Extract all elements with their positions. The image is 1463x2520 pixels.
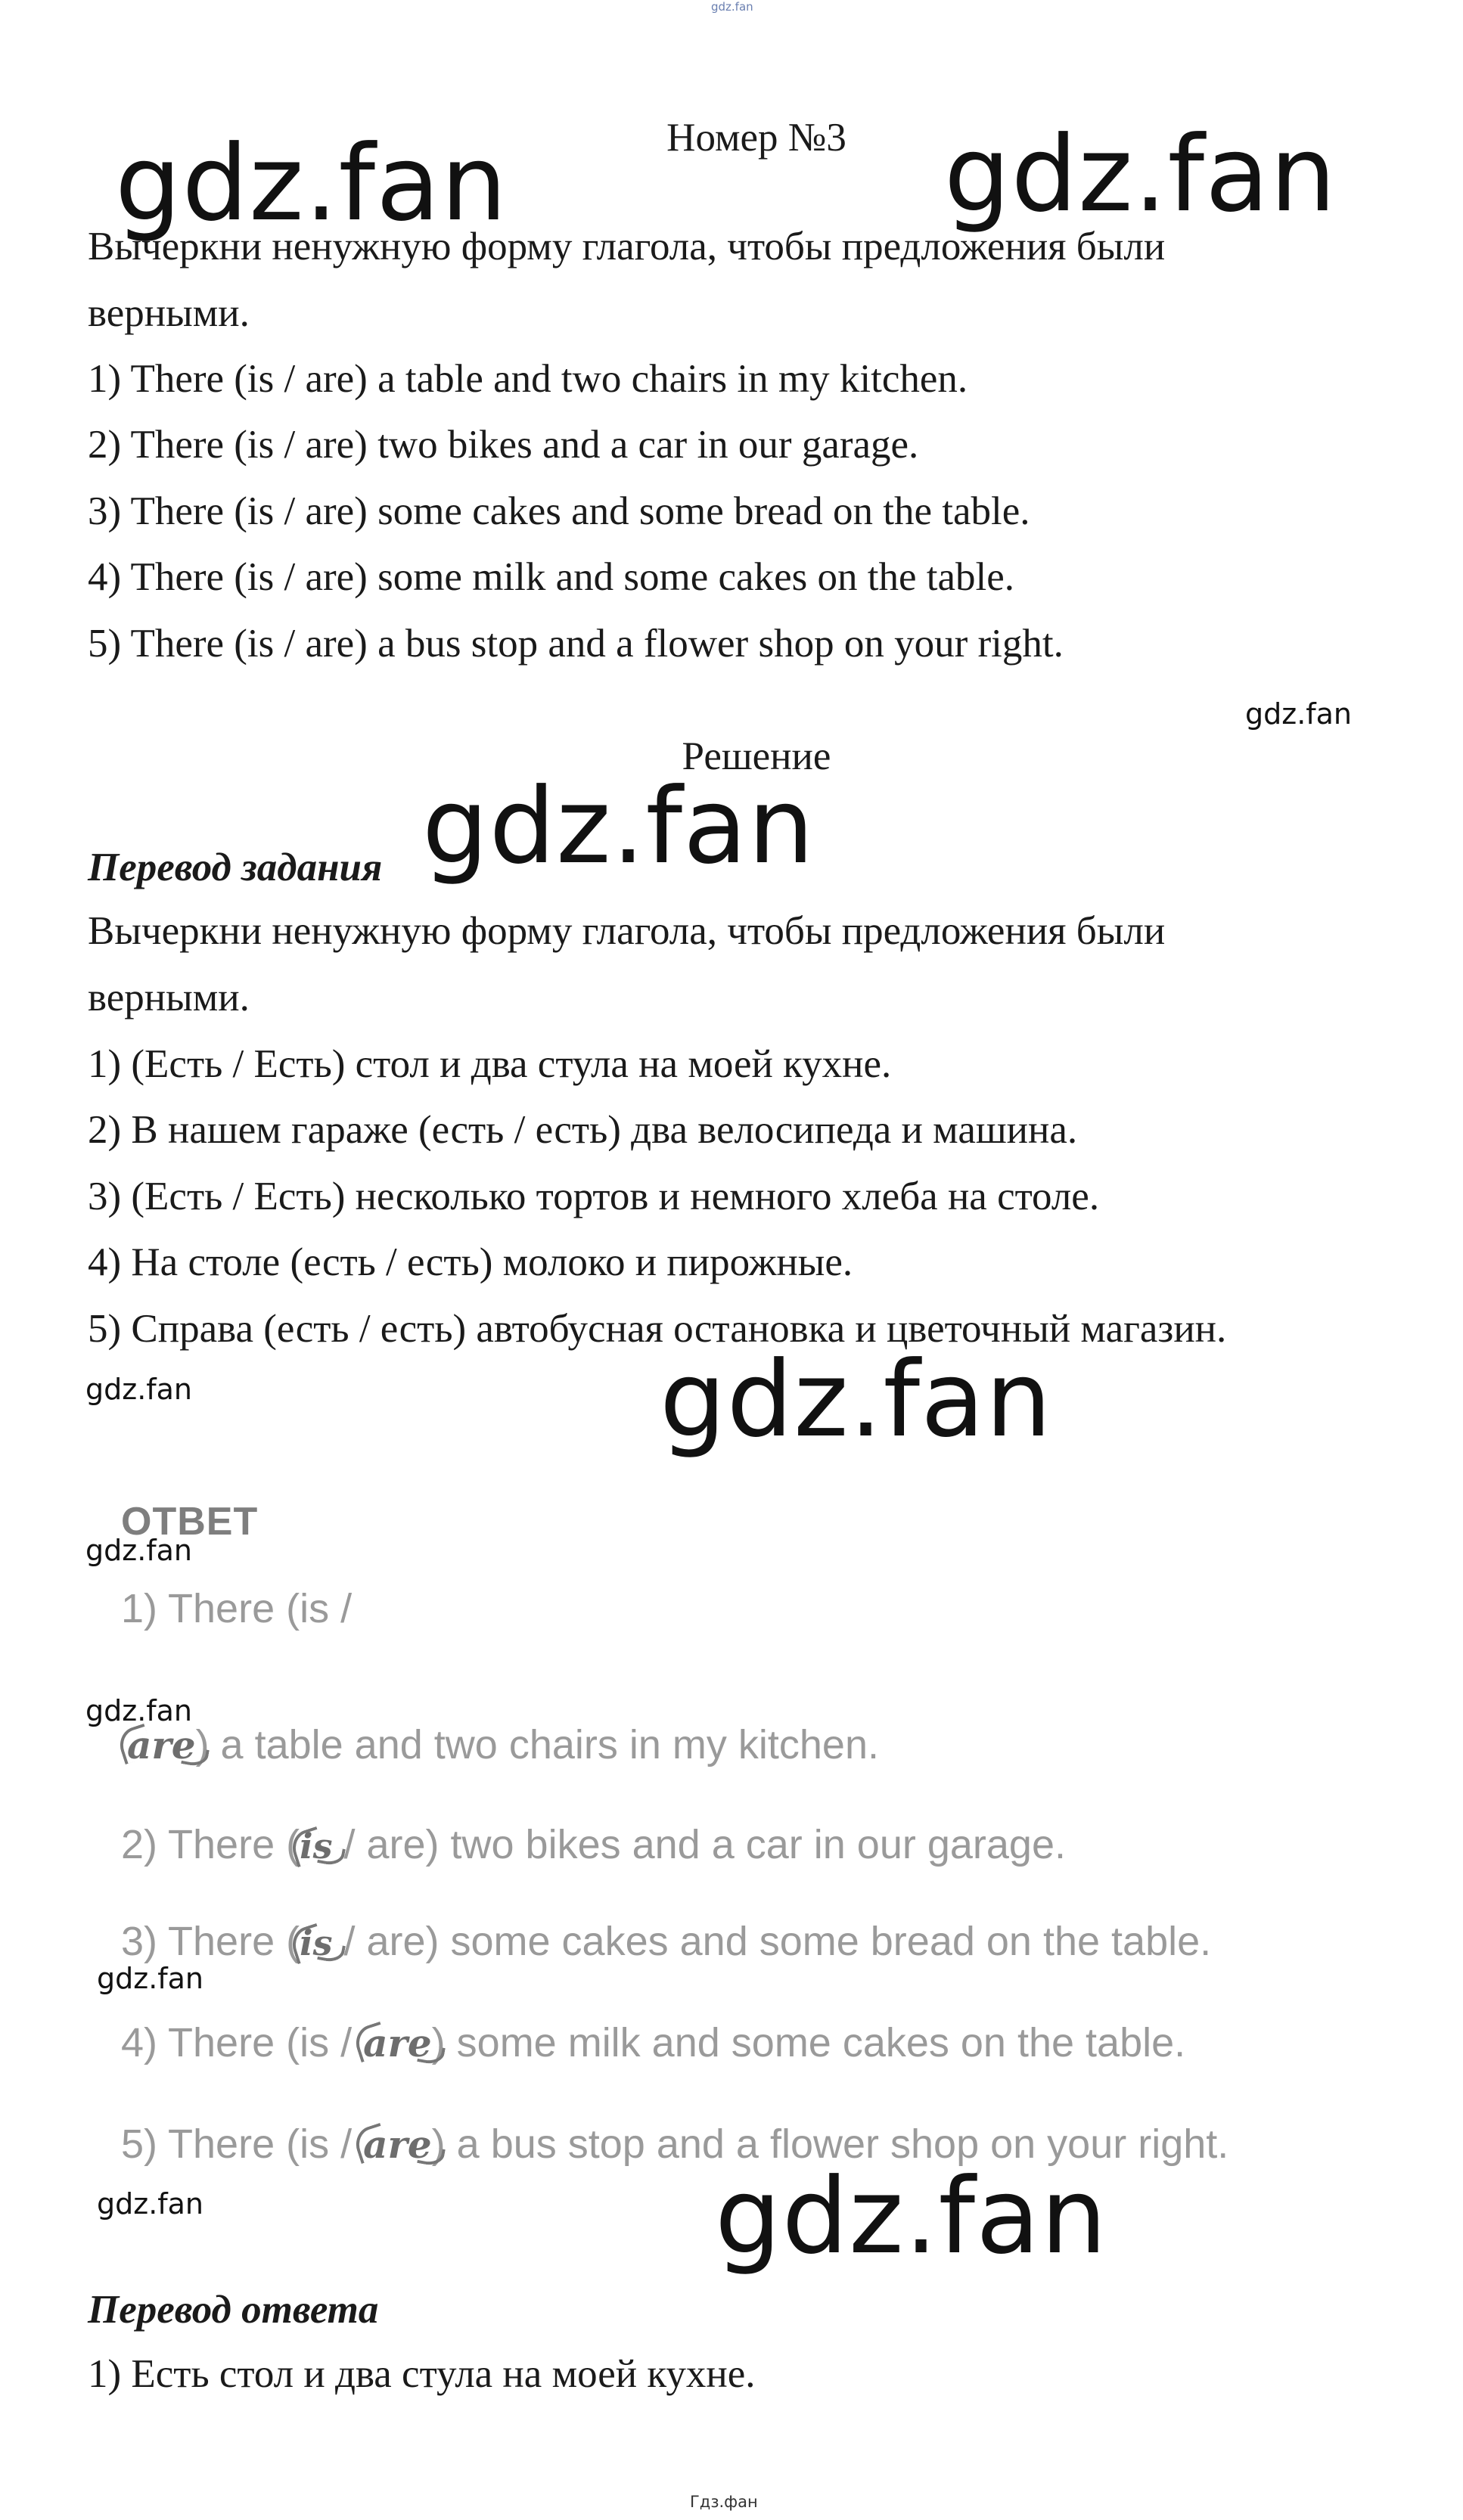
- handwritten-choice: is: [300, 1826, 332, 1867]
- answer-line: 3) There ( is / are) some cakes and some bread on the table.: [121, 1919, 1212, 1964]
- handwritten-choice: are: [127, 1723, 196, 1767]
- answer-line: 2) There ( is / are) two bikes and a car in our garage.: [121, 1822, 1066, 1867]
- answer-line: are ) a table and two chairs in my kitchen.: [127, 1721, 879, 1768]
- task-item: 5) There (is / are) a bus stop and a flower shop on your right.: [88, 622, 1064, 666]
- watermark-large: gdz.fan: [944, 113, 1337, 235]
- task-instruction: Вычеркни ненужную форму глагола, чтобы предложения были: [88, 225, 1166, 268]
- task-item: 2) There (is / are) two bikes and a car in our garage.: [88, 423, 919, 467]
- handwritten-choice: are: [363, 2122, 432, 2167]
- answer-translation-heading: Перевод ответа: [88, 2288, 379, 2332]
- translation-item: 3) (Есть / Есть) несколько тортов и немного хлеба на столе.: [88, 1175, 1100, 1218]
- handwritten-choice: are: [363, 2021, 432, 2065]
- task-instruction: верными.: [88, 291, 250, 335]
- watermark-large: gdz.fan: [715, 2155, 1108, 2277]
- answer-line: 4) There (is / are ) some milk and some cakes on the table.: [121, 2020, 1186, 2065]
- watermark-top: gdz.fan: [711, 0, 753, 14]
- watermark-large: gdz.fan: [422, 765, 815, 887]
- translation-item: 1) (Есть / Есть) стол и два стула на моей кухне.: [88, 1042, 892, 1086]
- translation-item: 5) Справа (есть / есть) автобусная остановка и цветочный магазин.: [88, 1307, 1227, 1351]
- handwritten-choice: is: [300, 1923, 332, 1963]
- answer-line: 5) There (is / are ) a bus stop and a flower shop on your right.: [121, 2121, 1229, 2167]
- watermark-small: gdz.fan: [85, 1373, 193, 1406]
- translation-instruction: Вычеркни ненужную форму глагола, чтобы предложения были: [88, 909, 1166, 953]
- task-item: 3) There (is / are) some cakes and some bread on the table.: [88, 489, 1030, 533]
- answer-title: ОТВЕТ: [121, 1500, 259, 1544]
- watermark-small: gdz.fan: [1245, 697, 1353, 731]
- answer-translation-item: 1) Есть стол и два стула на моей кухне.: [88, 2352, 756, 2396]
- watermark-small: gdz.fan: [85, 1534, 193, 1567]
- watermark-large: gdz.fan: [115, 123, 508, 244]
- solution-heading: Решение: [682, 734, 831, 778]
- translation-instruction: верными.: [88, 976, 250, 1019]
- task-number-title: Номер №3: [666, 116, 846, 160]
- answer-line: 1) There (is /: [121, 1586, 353, 1631]
- translation-heading: Перевод задания: [88, 846, 383, 889]
- watermark-small: gdz.fan: [97, 2187, 204, 2221]
- watermark-small: gdz.fan: [97, 1962, 204, 1995]
- translation-item: 2) В нашем гараже (есть / есть) два велосипеда и машина.: [88, 1108, 1078, 1152]
- translation-item: 4) На столе (есть / есть) молоко и пирожные.: [88, 1240, 853, 1284]
- task-item: 1) There (is / are) a table and two chairs in my kitchen.: [88, 357, 968, 401]
- task-item: 4) There (is / are) some milk and some cakes on the table.: [88, 555, 1014, 599]
- watermark-small: gdz.fan: [85, 1694, 193, 1727]
- watermark-footer: Гдз.фан: [690, 2493, 758, 2511]
- watermark-large: gdz.fan: [660, 1339, 1053, 1460]
